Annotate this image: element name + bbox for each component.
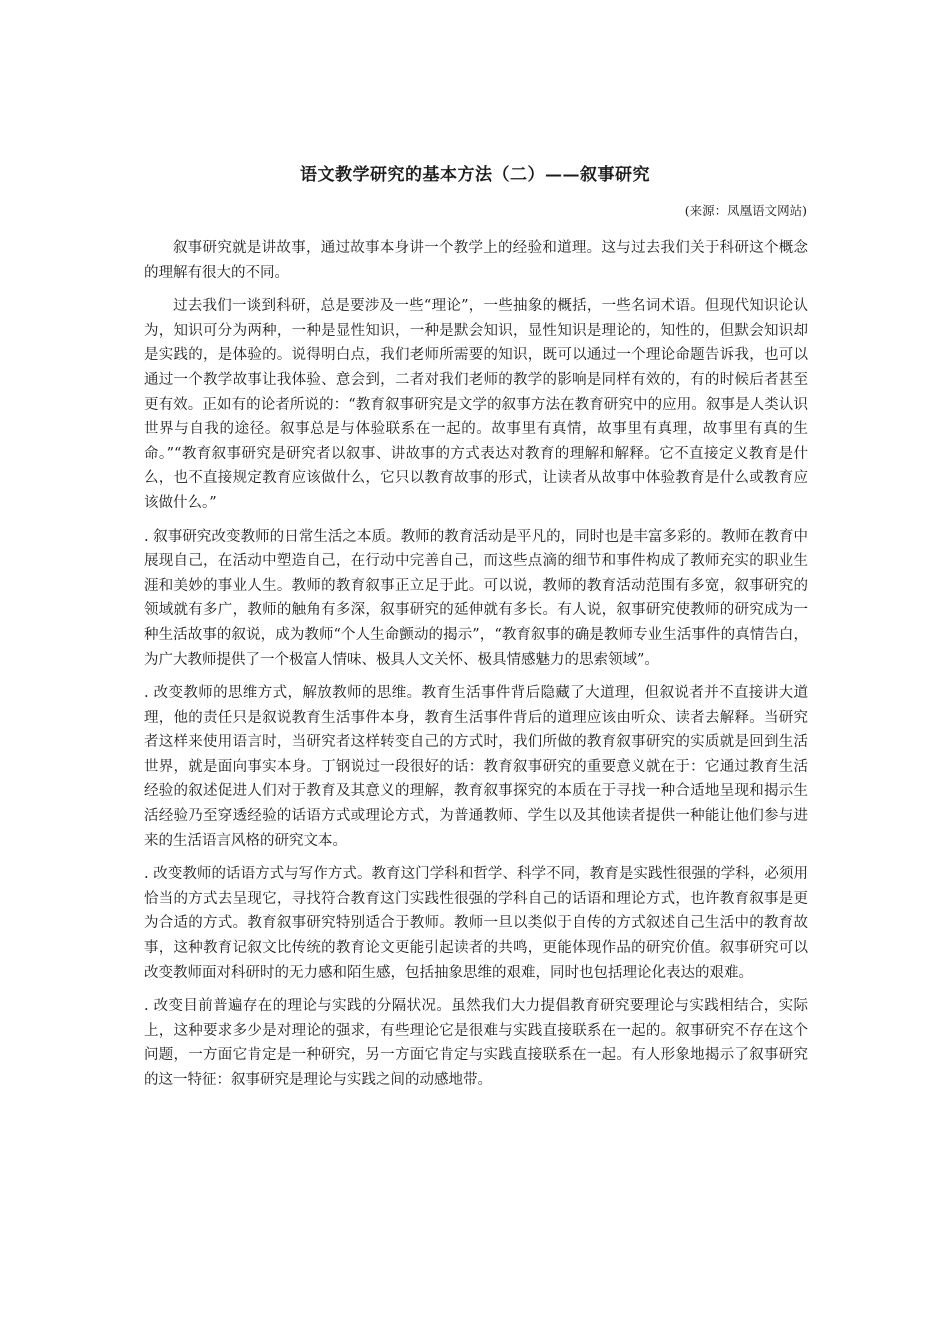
- paragraph-point-discourse: . 改变教师的话语方式与写作方式。教育这门学科和哲学、科学不同，教育是实践性很强的学科，必须用恰当的方式去呈现它，寻找符合教育这门实践性很强的学科自己的话语和理论方式，也许教育叙事是更为合适的方式。教育叙事研究特别适合于教师。教师一旦以类似于自传的方式叙述自己生活中的教育故事，这种教育记叙文比传统的教育论文更能引起读者的共鸣，更能体现作品的研究价值。叙事研究可以改变教师面对科研时的无力感和陌生感，包括抽象思维的艰难，同时也包括理论化表达的艰难。: [144, 866, 808, 981]
- paragraph-point-theory-practice: . 改变目前普遍存在的理论与实践的分隔状况。虽然我们大力提倡教育研究要理论与实践相结合，实际上，这种要求多少是对理论的强求，有些理论它是很难与实践直接联系在一起的。叙事研究不存在这个问题，一方面它肯定是一种研究，另一方面它肯定与实践直接联系在一起。有人形象地揭示了叙事研究的这一特征：叙事研究是理论与实践之间的动感地带。: [144, 998, 808, 1088]
- paragraph-intro: 叙事研究就是讲故事，通过故事本身讲一个教学上的经验和道理。这与过去我们关于科研这个概念的理解有很大的不同。: [144, 240, 808, 281]
- paragraph-point-thinking: . 改变教师的思维方式，解放教师的思维。教育生活事件背后隐藏了大道理，但叙说者并不直接讲大道理，他的责任只是叙说教育生活事件本身，教育生活事件背后的道理应该由听众、读者去解释。当研究者这样来使用语言时，当研究者这样转变自己的方式时，我们所做的教育叙事研究的实质就是回到生活世界，就是面向事实本身。丁钢说过一段很好的话：教育叙事研究的重要意义就在于：它通过教育生活经验的叙述促进人们对于教育及其意义的理解，教育叙事探究的本质在于寻找一种合适地呈现和揭示生活经验乃至穿透经验的话语方式或理论方式，为普通教师、学生以及其他读者提供一种能让他们参与进来的生活语言风格的研究文本。: [144, 685, 808, 849]
- document-title: 语文教学研究的基本方法（二）——叙事研究: [300, 165, 650, 185]
- source-note: (来源：凤凰语文网站): [684, 203, 807, 218]
- document-body: [144, 236, 808, 1102]
- paragraph-knowledge-theory: 过去我们一谈到科研，总是要涉及一些“理论”，一些抽象的概括，一些名词术语。但现代知识论认为，知识可分为两种，一种是显性知识，一种是默会知识，显性知识是理论的，知性的，但默会知识却是实践的，是体验的。说得明白点，我们老师所需要的知识，既可以通过一个理论命题告诉我，也可以通过一个教学故事让我体验、意会到，二者对我们老师的教学的影响是同样有效的，有的时候后者甚至更有效。正如有的论者所说的：“教育叙事研究是文学的叙事方法在教育研究中的应用。叙事是人类认识世界与自我的途径。叙事总是与体验联系在一起的。故事里有真情，故事里有真理，故事里有真的生命。”“教育叙事研究是研究者以叙事、讲故事的方式表达对教育的理解和解释。它不直接定义教育是什么，也不直接规定教育应该做什么，它只以教育故事的形式，让读者从故事中体验教育是什么或教育应该做什么。”: [144, 298, 808, 511]
- paragraph-point-daily-life: . 叙事研究改变教师的日常生活之本质。教师的教育活动是平凡的，同时也是丰富多彩的。教师在教育中展现自己，在活动中塑造自己，在行动中完善自己，而这些点滴的细节和事件构成了教师充实的职业生涯和美妙的事业人生。教师的教育叙事正立足于此。可以说，教师的教育活动范围有多宽，叙事研究的领域就有多广，教师的触角有多深，叙事研究的延伸就有多长。有人说，叙事研究使教师的研究成为一种生活故事的叙说，成为教师“个人生命颤动的揭示”，“教育叙事的确是教师专业生活事件的真情告白，为广大教师提供了一个极富人情味、极具人文关怀、极具情感魅力的思索领域”。: [144, 528, 808, 668]
